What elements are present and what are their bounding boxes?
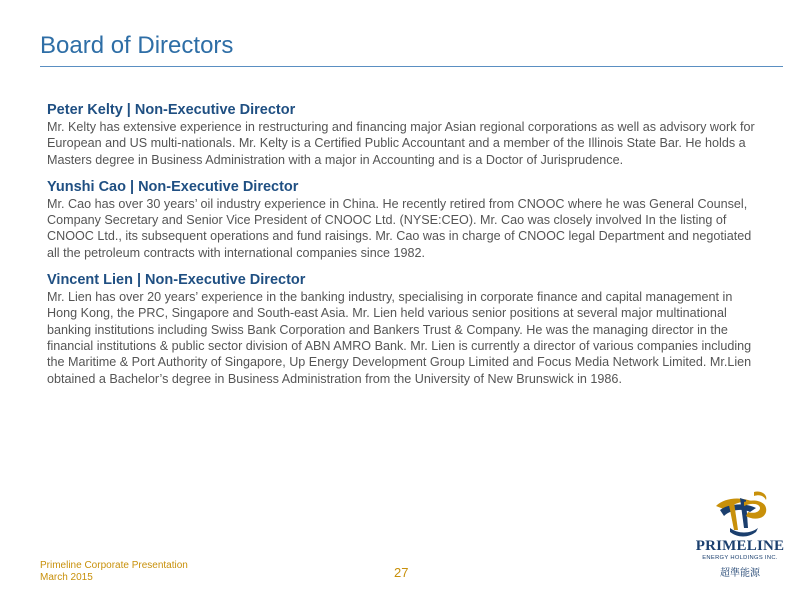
director-heading: Vincent Lien | Non-Executive Director <box>47 272 306 289</box>
logo-subtitle: ENERGY HOLDINGS INC. <box>702 555 778 561</box>
page-number: 27 <box>394 565 409 580</box>
page-title: Board of Directors <box>40 32 234 59</box>
director-entry <box>47 178 763 261</box>
company-logo <box>694 488 786 578</box>
footer-date: March 2015 <box>40 572 93 583</box>
footer-info <box>40 560 188 584</box>
director-entry <box>47 271 763 387</box>
director-bio: Mr. Cao has over 30 years’ oil industry experience in China. He recently retired from CNOOC where he was General Counsel, Company Secretary and Senior Vice President of CNOOC Ltd. (NYSE:CEO). Mr. Cao was closely involved In the listing of CNOOC Ltd., its subsequent operations and fund raisings. Mr. Cao was in charge of CNOOC legal Department and negotiated all the petroleum contracts with international companies since 1982. <box>47 196 752 260</box>
footer-presentation-name: Primeline Corporate Presentation <box>40 560 188 571</box>
director-heading: Yunshi Cao | Non-Executive Director <box>47 178 299 195</box>
director-heading: Peter Kelty | Non-Executive Director <box>47 102 296 118</box>
directors-list <box>47 101 763 397</box>
logo-chinese-name: 超準能源 <box>720 568 760 579</box>
primeline-emblem-icon <box>694 488 786 538</box>
director-bio: Mr. Lien has over 20 years’ experience in the banking industry, specialising in corporate finance and capital management in Hong Kong, the PRC, Singapore and South-east Asia. Mr. Lien held various senior positions at several major multinational banking institutions including Swiss Bank Corporation and Bankers Trust & Company. He was the managing director in the financial institutions & public sector division of ABN AMRO Bank. Mr. Lien is currently a director of various companies including the Maritime & Port Authority of Singapore, Up Energy Development Group Limited and Focus Media Network Limited. Mr.Lien obtained a Bachelor’s degree in Business Administration from the University of New Brunswick in 1986. <box>47 290 752 386</box>
logo-name: PRIMELINE <box>695 538 785 554</box>
director-entry <box>47 101 763 168</box>
title-divider <box>40 66 783 67</box>
director-bio: Mr. Kelty has extensive experience in restructuring and financing major Asian regional corporations as well as advisory work for European and US multi-nationals. Mr. Kelty is a Certified Public Accountant and a member of the Illinois State Bar. He holds a Masters degree in Business Administration with a major in Accounting and is a Doctor of Jurisprudence. <box>47 120 755 167</box>
